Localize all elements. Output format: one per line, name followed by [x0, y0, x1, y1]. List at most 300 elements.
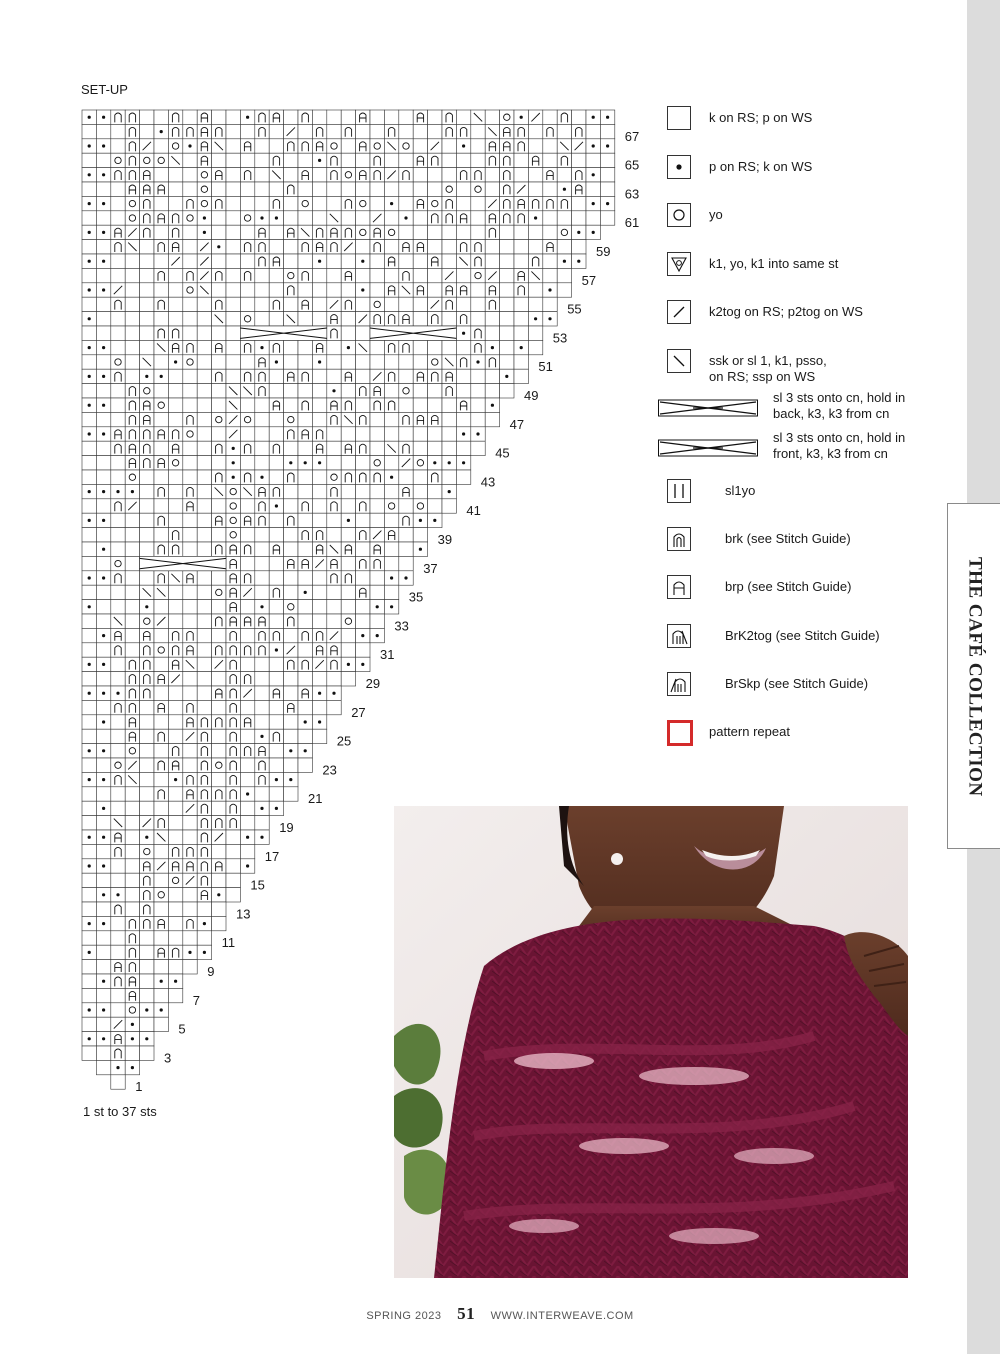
row-label: 43	[480, 474, 496, 490]
chart-cell	[255, 225, 269, 239]
chart-cell	[212, 700, 226, 714]
row-label: 37	[423, 560, 438, 576]
chart-cell	[240, 571, 254, 585]
chart-cell	[111, 240, 125, 254]
chart-cell	[168, 312, 182, 326]
chart-cell	[284, 470, 298, 484]
chart-cell	[327, 600, 341, 614]
chart-caption: 1 st to 37 sts	[83, 1104, 157, 1119]
chart-cell	[226, 254, 240, 268]
purl-dot	[606, 202, 609, 205]
chart-cell	[543, 153, 557, 167]
legend-label: sl 3 sts onto cn, hold in back, k3, k3 from cn	[773, 390, 906, 421]
chart-cell	[226, 571, 240, 585]
chart-cell	[370, 614, 384, 628]
chart-cell	[269, 470, 283, 484]
chart-cell	[370, 542, 384, 556]
chart-cell	[341, 153, 355, 167]
chart-cell	[140, 326, 154, 340]
chart-cell	[111, 355, 125, 369]
chart-cell	[298, 297, 312, 311]
chart-cell	[111, 945, 125, 959]
purl-dot	[88, 749, 91, 752]
chart-cell	[125, 801, 139, 815]
chart-cell	[356, 614, 370, 628]
purl-dot	[419, 519, 422, 522]
chart-cell	[140, 196, 154, 210]
brskp-icon	[667, 672, 691, 696]
chart-cell	[312, 729, 326, 743]
purl-dot	[203, 231, 206, 234]
chart-cell	[168, 326, 182, 340]
chart-cell	[212, 355, 226, 369]
cable-back-icon	[658, 397, 758, 419]
chart-cell	[111, 182, 125, 196]
chart-cell	[240, 441, 254, 455]
chart-cell	[384, 268, 398, 282]
chart-cell	[226, 758, 240, 772]
chart-cell	[341, 369, 355, 383]
chart-cell	[140, 211, 154, 225]
chart-cell	[370, 124, 384, 138]
chart-cell	[600, 211, 614, 225]
chart-cell	[500, 153, 514, 167]
chart-cell	[255, 110, 269, 124]
chart-cell	[485, 240, 499, 254]
chart-cell	[154, 686, 168, 700]
chart-cell	[384, 211, 398, 225]
chart-cell	[255, 585, 269, 599]
chart-cell	[226, 801, 240, 815]
chart-cell	[183, 888, 197, 902]
chart-cell	[96, 614, 110, 628]
chart-cell	[111, 139, 125, 153]
chart-cell	[140, 456, 154, 470]
chart-cell	[514, 312, 528, 326]
chart-cell	[140, 772, 154, 786]
chart-cell	[269, 657, 283, 671]
chart-cell	[341, 571, 355, 585]
chart-cell	[356, 297, 370, 311]
chart-cell	[370, 355, 384, 369]
chart-cell	[140, 571, 154, 585]
chart-cell	[356, 441, 370, 455]
chart-cell	[240, 182, 254, 196]
chart-cell	[456, 240, 470, 254]
chart-cell	[370, 585, 384, 599]
chart-cell	[312, 196, 326, 210]
chart-cell	[82, 153, 96, 167]
chart-cell	[298, 153, 312, 167]
chart-cell	[183, 628, 197, 642]
chart-cell	[212, 902, 226, 916]
chart-cell	[298, 571, 312, 585]
chart-cell	[82, 326, 96, 340]
chart-cell	[197, 600, 211, 614]
purl-dot	[433, 519, 436, 522]
chart-cell	[183, 355, 197, 369]
chart-cell	[212, 326, 226, 340]
chart-cell	[240, 340, 254, 354]
chart-cell	[255, 355, 269, 369]
chart-cell	[442, 499, 456, 513]
chart-cell	[111, 974, 125, 988]
chart-cell	[413, 168, 427, 182]
chart-cell	[82, 643, 96, 657]
chart-cell	[111, 384, 125, 398]
chart-cell	[284, 412, 298, 426]
purl-dot	[448, 490, 451, 493]
chart-cell	[140, 268, 154, 282]
chart-cell	[284, 499, 298, 513]
chart-cell	[327, 326, 341, 340]
chart-cell	[428, 124, 442, 138]
chart-cell	[384, 427, 398, 441]
chart-cell	[442, 297, 456, 311]
purl-dot	[275, 807, 278, 810]
chart-cell	[341, 225, 355, 239]
chart-cell	[341, 556, 355, 570]
chart-cell	[96, 1017, 110, 1031]
purl-dot	[462, 144, 465, 147]
chart-cell	[125, 700, 139, 714]
chart-cell	[485, 182, 499, 196]
chart-cell	[111, 643, 125, 657]
brk-icon	[667, 527, 691, 551]
purl-dot	[304, 591, 307, 594]
chart-cell	[125, 355, 139, 369]
chart-cell	[284, 139, 298, 153]
chart-cell	[284, 787, 298, 801]
chart-cell	[125, 614, 139, 628]
chart-cell	[168, 196, 182, 210]
page-number: 51	[457, 1304, 476, 1323]
chart-cell	[528, 297, 542, 311]
chart-cell	[572, 153, 586, 167]
chart-cell	[212, 585, 226, 599]
chart-cell	[154, 902, 168, 916]
chart-cell	[240, 672, 254, 686]
purl-dot	[88, 432, 91, 435]
purl-dot	[102, 807, 105, 810]
chart-cell	[370, 139, 384, 153]
chart-cell	[356, 268, 370, 282]
chart-cell	[111, 787, 125, 801]
chart-cell	[240, 196, 254, 210]
chart-cell	[197, 715, 211, 729]
chart-cell	[428, 441, 442, 455]
chart-cell	[82, 873, 96, 887]
chart-cell	[212, 729, 226, 743]
chart-cell	[183, 268, 197, 282]
purl-dot	[88, 490, 91, 493]
chart-cell	[125, 196, 139, 210]
chart-cell	[82, 902, 96, 916]
purl-dot	[145, 836, 148, 839]
legend-label: BrK2tog (see Stitch Guide)	[725, 628, 880, 643]
chart-cell	[356, 182, 370, 196]
chart-cell	[240, 801, 254, 815]
chart-cell	[341, 110, 355, 124]
chart-cell	[312, 182, 326, 196]
chart-cell	[356, 153, 370, 167]
chart-cell	[341, 643, 355, 657]
purl-dot	[88, 692, 91, 695]
legend-label: brp (see Stitch Guide)	[725, 579, 852, 594]
chart-cell	[284, 153, 298, 167]
chart-cell	[154, 1017, 168, 1031]
chart-cell	[341, 585, 355, 599]
purl-dot	[476, 360, 479, 363]
chart-cell	[255, 787, 269, 801]
chart-cell	[140, 758, 154, 772]
chart-cell	[125, 556, 139, 570]
chart-cell	[226, 312, 240, 326]
chart-cell	[327, 513, 341, 527]
chart-cell	[456, 355, 470, 369]
chart-cell	[212, 182, 226, 196]
chart-cell	[183, 960, 197, 974]
chart-cell	[384, 513, 398, 527]
chart-cell	[500, 196, 514, 210]
chart-cell	[125, 1046, 139, 1060]
chart-cell	[485, 312, 499, 326]
purl-dot	[102, 980, 105, 983]
chart-cell	[226, 715, 240, 729]
chart-cell	[413, 211, 427, 225]
chart-cell	[140, 283, 154, 297]
chart-cell	[212, 412, 226, 426]
chart-cell	[399, 556, 413, 570]
chart-cell	[154, 456, 168, 470]
chart-cell	[428, 384, 442, 398]
chart-cell	[327, 240, 341, 254]
chart-cell	[312, 124, 326, 138]
chart-cell	[485, 384, 499, 398]
chart-cell	[82, 960, 96, 974]
chart-cell	[384, 384, 398, 398]
chart-cell	[168, 931, 182, 945]
chart-cell	[226, 672, 240, 686]
chart-cell	[125, 844, 139, 858]
purl-dot	[88, 951, 91, 954]
purl-dot	[174, 980, 177, 983]
chart-cell	[442, 196, 456, 210]
chart-cell	[384, 556, 398, 570]
purl-dot	[275, 648, 278, 651]
chart-cell	[197, 844, 211, 858]
chart-cell	[298, 672, 312, 686]
chart-cell	[312, 225, 326, 239]
chart-cell	[111, 225, 125, 239]
chart-cell	[255, 816, 269, 830]
chart-cell	[413, 528, 427, 542]
chart-cell	[456, 412, 470, 426]
chart-cell	[269, 456, 283, 470]
chart-cell	[212, 672, 226, 686]
purl-dot	[491, 404, 494, 407]
purl-dot	[318, 159, 321, 162]
chart-cell	[125, 945, 139, 959]
chart-cell	[111, 456, 125, 470]
chart-cell	[212, 859, 226, 873]
chart-cell	[298, 168, 312, 182]
row-label: 55	[567, 301, 582, 317]
chart-cell	[226, 657, 240, 671]
chart-cell	[226, 859, 240, 873]
chart-cell	[557, 153, 571, 167]
chart-cell	[168, 297, 182, 311]
chart-cell	[197, 182, 211, 196]
chart-cell	[356, 398, 370, 412]
chart-cell	[125, 542, 139, 556]
chart-cell	[154, 355, 168, 369]
purl-dot	[275, 360, 278, 363]
purl-dot	[260, 807, 263, 810]
chart-cell	[140, 988, 154, 1002]
chart-cell	[197, 326, 211, 340]
chart-cell	[298, 211, 312, 225]
chart-cell	[269, 441, 283, 455]
chart-cell	[240, 168, 254, 182]
chart-cell	[125, 110, 139, 124]
chart-cell	[154, 715, 168, 729]
chart-cell	[456, 340, 470, 354]
chart-cell	[197, 686, 211, 700]
purl-dot	[318, 720, 321, 723]
chart-cell	[370, 340, 384, 354]
chart-cell	[399, 110, 413, 124]
chart-cell	[140, 873, 154, 887]
row-label: 21	[308, 791, 323, 807]
chart-cell	[327, 283, 341, 297]
chart-cell	[485, 297, 499, 311]
chart-cell	[240, 240, 254, 254]
chart-cell	[442, 283, 456, 297]
chart-cell	[140, 888, 154, 902]
row-label: 9	[207, 964, 215, 979]
chart-cell	[82, 542, 96, 556]
purl-dot	[260, 346, 263, 349]
chart-cell	[125, 902, 139, 916]
row-label: 17	[264, 848, 280, 864]
purl-dot	[563, 260, 566, 263]
chart-cell	[240, 398, 254, 412]
purl-dot	[88, 375, 91, 378]
chart-cell	[269, 758, 283, 772]
purl-dot	[88, 864, 91, 867]
chart-cell	[240, 225, 254, 239]
purl-dot	[131, 1037, 134, 1040]
purl-dot	[592, 231, 595, 234]
chart-cell	[428, 110, 442, 124]
purl-dot	[160, 375, 163, 378]
chart-cell	[125, 657, 139, 671]
chart-cell	[428, 254, 442, 268]
chart-cell	[312, 240, 326, 254]
chart-cell	[255, 614, 269, 628]
purl-dot	[102, 663, 105, 666]
chart-cell	[572, 168, 586, 182]
chart-cell	[140, 945, 154, 959]
chart-cell	[111, 211, 125, 225]
chart-cell	[111, 1003, 125, 1017]
row-label: 53	[552, 330, 568, 346]
chart-cell	[341, 355, 355, 369]
chart-cell	[168, 873, 182, 887]
chart-cell	[298, 542, 312, 556]
purl-dot	[534, 317, 537, 320]
chart-cell	[399, 470, 413, 484]
chart-cell	[183, 297, 197, 311]
chart-cell	[197, 340, 211, 354]
chart-cell	[327, 312, 341, 326]
chart-cell	[341, 297, 355, 311]
chart-cell	[125, 168, 139, 182]
chart-cell	[168, 456, 182, 470]
chart-cell	[255, 758, 269, 772]
chart-cell	[183, 931, 197, 945]
chart-cell	[255, 643, 269, 657]
chart-cell	[456, 153, 470, 167]
chart-cell	[168, 830, 182, 844]
chart-cell	[284, 542, 298, 556]
chart-cell	[413, 254, 427, 268]
model-photo	[394, 806, 908, 1278]
chart-cell	[485, 355, 499, 369]
chart-cell	[471, 369, 485, 383]
chart-cell	[284, 297, 298, 311]
chart-cell	[442, 384, 456, 398]
chart-cell	[456, 182, 470, 196]
chart-cell	[428, 499, 442, 513]
chart-cell	[341, 384, 355, 398]
chart-cell	[269, 153, 283, 167]
chart-cell	[125, 960, 139, 974]
chart-cell	[111, 585, 125, 599]
chart-cell	[341, 326, 355, 340]
chart-cell	[240, 528, 254, 542]
chart-cell	[269, 312, 283, 326]
row-label: 29	[365, 676, 381, 691]
chart-cell	[269, 182, 283, 196]
chart-cell	[586, 124, 600, 138]
purl-dot	[332, 692, 335, 695]
chart-cell	[140, 124, 154, 138]
chart-cell	[485, 369, 499, 383]
chart-cell	[500, 139, 514, 153]
chart-cell	[284, 225, 298, 239]
purl-dot	[347, 346, 350, 349]
chart-cell	[154, 268, 168, 282]
chart-cell	[96, 268, 110, 282]
chart-cell	[370, 225, 384, 239]
chart-cell	[485, 225, 499, 239]
chart-cell	[168, 744, 182, 758]
chart-cell	[514, 355, 528, 369]
chart-cell	[96, 902, 110, 916]
chart-cell	[356, 643, 370, 657]
chart-cell	[111, 369, 125, 383]
chart-cell	[543, 110, 557, 124]
chart-cell	[514, 326, 528, 340]
chart-cell	[269, 744, 283, 758]
chart-cell	[212, 225, 226, 239]
chart-cell	[312, 628, 326, 642]
chart-cell	[125, 873, 139, 887]
chart-cell	[226, 787, 240, 801]
purl-dot	[88, 404, 91, 407]
